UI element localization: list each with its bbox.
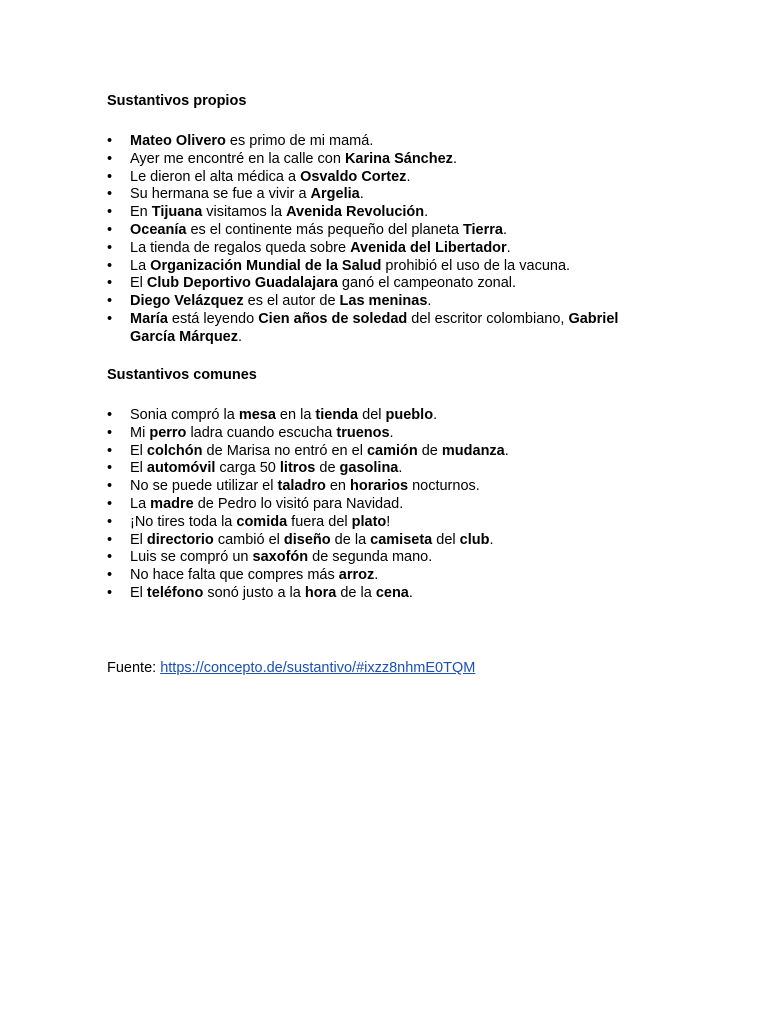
list-item: [107, 478, 667, 496]
bold-term: litros: [279, 460, 316, 477]
text-run: en: [325, 478, 351, 495]
text-run: El: [130, 442, 147, 459]
source-label: Fuente:: [107, 660, 161, 676]
text-run: carga 50: [215, 460, 280, 477]
list-item: [107, 151, 667, 169]
bold-term: Organización Mundial de la Salud: [150, 257, 382, 274]
text-run: .: [359, 186, 364, 203]
text-run: de: [315, 460, 340, 477]
bold-term: plato: [351, 513, 387, 530]
list-item: [107, 514, 667, 532]
bold-term: Las meninas: [339, 293, 428, 310]
list-item: [107, 222, 667, 240]
text-run: Mi: [130, 424, 150, 441]
list-item-text: [130, 169, 410, 185]
bullet-icon: •: [107, 531, 113, 548]
list-item-text: [130, 478, 480, 494]
list-item: [107, 240, 667, 258]
text-run: ¡No tires toda la: [130, 513, 237, 530]
text-run: Le dieron el alta médica a: [130, 168, 301, 185]
bold-term: taladro: [277, 478, 326, 495]
list-item-text: [130, 204, 428, 220]
list-item-text: [130, 258, 570, 274]
list-item-text: [130, 549, 432, 565]
text-run: visitamos la: [202, 204, 287, 221]
text-run: El: [130, 531, 147, 548]
list-item: [107, 169, 667, 187]
bullet-icon: •: [107, 478, 113, 495]
bullet-icon: •: [107, 495, 113, 512]
text-run: Luis se compró un: [130, 549, 253, 566]
bold-term: camiseta: [370, 531, 433, 548]
bullet-icon: •: [107, 204, 113, 221]
text-run: .: [238, 328, 243, 345]
text-run: .: [502, 221, 508, 238]
list-item: [107, 186, 667, 204]
list-item-text: [130, 460, 402, 476]
bold-term: Diego Velázquez: [130, 293, 244, 310]
bold-term: automóvil: [146, 460, 216, 477]
list-item-text: [130, 532, 494, 548]
common-nouns-list: [107, 407, 667, 603]
text-run: es primo de mi mamá.: [225, 133, 374, 149]
text-run: sonó justo a la: [203, 584, 305, 601]
bold-term: Tijuana: [151, 204, 203, 221]
text-run: La: [130, 257, 151, 274]
bold-term: camión: [366, 442, 418, 459]
bold-term: Argelia: [310, 186, 360, 203]
section-heading-proper-nouns: Sustantivos propios: [107, 93, 247, 109]
bold-term: pueblo: [385, 407, 434, 423]
text-run: El: [130, 460, 147, 477]
bold-term: Osvaldo Cortez: [300, 168, 407, 185]
text-run: No se puede utilizar el: [130, 478, 278, 495]
bullet-icon: •: [107, 549, 113, 566]
text-run: .: [398, 460, 403, 477]
bold-term: tienda: [315, 407, 359, 423]
bold-term: truenos: [336, 424, 390, 441]
bold-term: Cien años de soledad: [258, 310, 408, 327]
list-item: [107, 443, 667, 461]
list-item: [107, 532, 667, 550]
text-run: de Marisa no entró en el: [202, 442, 367, 459]
text-run: es el autor de: [243, 293, 340, 310]
text-run: .: [504, 442, 509, 459]
bullet-icon: •: [107, 310, 113, 327]
list-item-text: [130, 425, 394, 441]
bold-term: comida: [236, 513, 288, 530]
bold-term: Avenida Revolución: [286, 204, 425, 221]
bullet-icon: •: [107, 460, 113, 477]
text-run: La tienda de regalos queda sobre: [130, 239, 351, 256]
list-item-text: [130, 240, 511, 256]
text-run: de segunda mano.: [308, 549, 433, 566]
text-run: .: [406, 168, 411, 185]
section-heading-common-nouns: Sustantivos comunes: [107, 367, 257, 383]
bold-term: horarios: [350, 478, 409, 495]
text-run: cambió el: [213, 531, 284, 548]
text-run: de Pedro lo visitó para Navidad.: [193, 495, 404, 512]
bullet-icon: •: [107, 168, 113, 185]
bold-term: Gabriel García Márquez: [130, 310, 619, 345]
proper-nouns-list: [107, 133, 667, 347]
text-run: del escritor colombiano,: [407, 310, 569, 327]
bold-term: diseño: [283, 531, 331, 548]
list-item: [107, 293, 667, 311]
list-item: [107, 204, 667, 222]
text-run: .: [408, 584, 413, 601]
text-run: del: [432, 531, 460, 548]
text-run: .: [433, 407, 438, 423]
text-run: .: [452, 150, 457, 167]
text-run: ganó el campeonato zonal.: [337, 275, 517, 292]
text-run: está leyendo: [167, 310, 259, 327]
bold-term: mudanza: [441, 442, 505, 459]
bold-term: madre: [150, 495, 194, 512]
list-item-text: [130, 222, 507, 238]
text-run: .: [506, 239, 511, 256]
bold-term: cena: [375, 584, 409, 601]
text-run: En: [130, 204, 152, 221]
bold-term: club: [459, 531, 490, 548]
text-run: El: [130, 275, 147, 292]
bold-term: Club Deportivo Guadalajara: [146, 275, 338, 292]
list-item-text: [130, 311, 618, 345]
text-run: .: [424, 204, 429, 221]
bullet-icon: •: [107, 424, 113, 441]
list-item-text: [130, 407, 437, 423]
bullet-icon: •: [107, 442, 113, 459]
text-run: del: [358, 407, 386, 423]
text-run: El: [130, 584, 147, 601]
text-run: es el continente más pequeño del planeta: [186, 221, 463, 238]
bullet-icon: •: [107, 133, 113, 149]
text-run: .: [374, 567, 379, 584]
source-line: [107, 659, 475, 677]
text-run: Sonia compró la: [130, 407, 239, 423]
text-run: nocturnos.: [408, 478, 480, 495]
bullet-icon: •: [107, 567, 113, 584]
list-item: [107, 258, 667, 276]
bold-term: gasolina: [339, 460, 399, 477]
bold-term: Mateo Olivero: [130, 133, 226, 149]
bullet-icon: •: [107, 257, 113, 274]
bullet-icon: •: [107, 513, 113, 530]
list-item-text: [130, 293, 431, 309]
bold-term: Karina Sánchez: [344, 150, 453, 167]
bold-term: Avenida del Libertador: [350, 239, 507, 256]
bullet-icon: •: [107, 221, 113, 238]
bold-term: María: [130, 310, 168, 327]
bold-term: colchón: [146, 442, 203, 459]
text-run: La: [130, 495, 151, 512]
bold-term: Tierra: [462, 221, 503, 238]
text-run: Su hermana se fue a vivir a: [130, 186, 311, 203]
bullet-icon: •: [107, 186, 113, 203]
bold-term: mesa: [238, 407, 276, 423]
text-run: .: [427, 293, 432, 310]
source-link[interactable]: https://concepto.de/sustantivo/#ixzz8nhmE0TQM: [160, 660, 476, 676]
list-item: [107, 496, 667, 514]
list-item-text: [130, 514, 390, 530]
bullet-icon: •: [107, 275, 113, 292]
text-run: ladra cuando escucha: [186, 424, 337, 441]
list-item: [107, 460, 667, 478]
bullet-icon: •: [107, 239, 113, 256]
bullet-icon: •: [107, 293, 113, 310]
text-run: Ayer me encontré en la calle con: [130, 150, 345, 167]
text-run: !: [386, 513, 391, 530]
text-run: .: [389, 424, 394, 441]
bullet-icon: •: [107, 584, 113, 601]
text-run: de la: [336, 584, 376, 601]
bullet-icon: •: [107, 150, 113, 167]
list-item-text: [130, 585, 413, 601]
text-run: en la: [275, 407, 316, 423]
list-item-text: [130, 443, 509, 459]
list-item: [107, 425, 667, 443]
list-item: [107, 407, 667, 425]
bold-term: directorio: [146, 531, 214, 548]
list-item: [107, 133, 667, 151]
list-item-text: [130, 275, 516, 291]
list-item: [107, 311, 667, 347]
list-item: [107, 567, 667, 585]
list-item-text: [130, 151, 457, 167]
bold-term: hora: [304, 584, 337, 601]
list-item-text: [130, 186, 364, 202]
bold-term: saxofón: [252, 549, 309, 566]
bold-term: teléfono: [146, 584, 204, 601]
bold-term: arroz: [338, 567, 375, 584]
bullet-icon: •: [107, 407, 113, 423]
list-item: [107, 549, 667, 567]
list-item-text: [130, 133, 373, 149]
text-run: de: [417, 442, 442, 459]
list-item: [107, 585, 667, 603]
bold-term: Oceanía: [130, 221, 187, 238]
text-run: prohibió el uso de la vacuna.: [381, 257, 571, 274]
bold-term: perro: [149, 424, 187, 441]
list-item: [107, 275, 667, 293]
list-item-text: [130, 496, 403, 512]
text-run: .: [489, 531, 494, 548]
text-run: fuera del: [287, 513, 352, 530]
text-run: No hace falta que compres más: [130, 567, 339, 584]
text-run: de la: [330, 531, 371, 548]
list-item-text: [130, 567, 378, 583]
